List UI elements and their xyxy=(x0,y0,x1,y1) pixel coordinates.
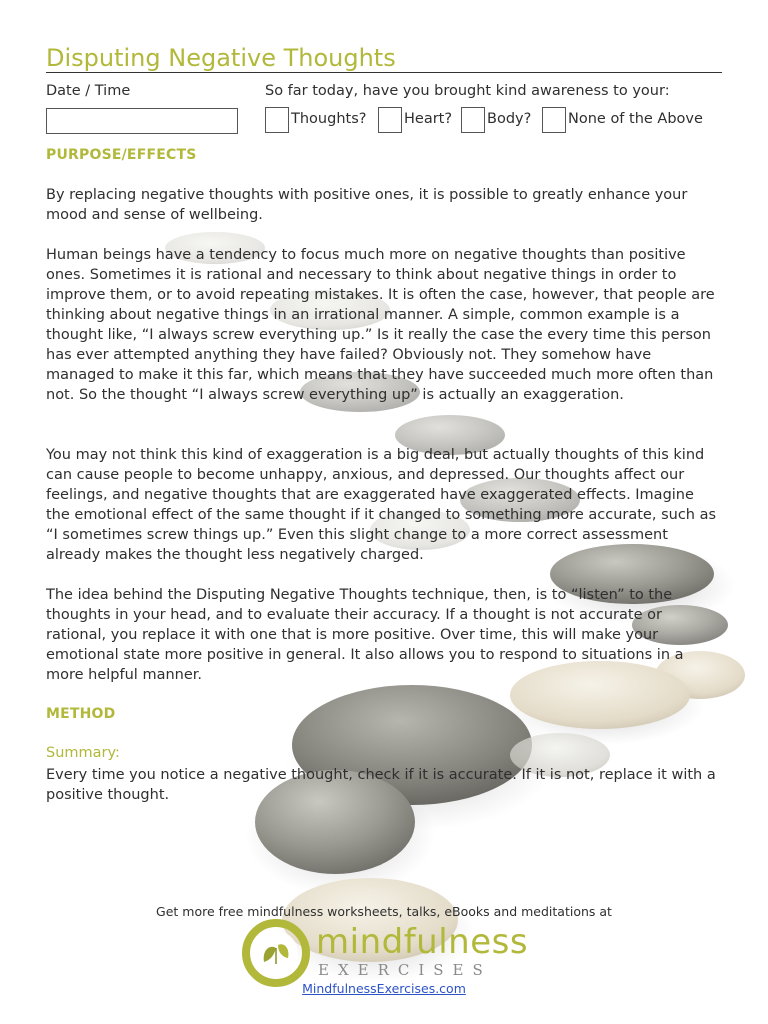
none-checkbox[interactable] xyxy=(542,107,566,133)
thoughts-checkbox[interactable] xyxy=(265,107,289,133)
tendency-paragraph: Human beings have a tendency to focus much more on negative thoughts than positive ones. Sometimes it is rational and necessary to think about negative things in order to improve them, or to avoid repeating mistakes. It is often the case, however, that people are thinking about negative things in an irrational manner. A simple, common example is a thought like, “I always screw everything up.” Is it really the case the every time this person has ever attempted anything they have failed? Obviously not. They somehow have managed to make it this far, which means that they have succeeded much more often than not. So the thought “I always screw everything up” is actually an exaggeration. xyxy=(46,247,715,403)
date-time-label: Date / Time xyxy=(46,83,131,99)
body-label: Body? xyxy=(487,111,532,127)
body-checkbox[interactable] xyxy=(461,107,485,133)
thoughts-label: Thoughts? xyxy=(291,111,367,127)
intro-paragraph: By replacing negative thoughts with positive ones, it is possible to greatly enhance your mood and sense of wellbeing. xyxy=(46,187,688,223)
footer-promo: Get more free mindfulness worksheets, talks, eBooks and meditations at xyxy=(156,904,612,919)
heart-checkbox[interactable] xyxy=(378,107,402,133)
heart-label: Heart? xyxy=(404,111,453,127)
page-title: Disputing Negative Thoughts xyxy=(46,44,396,72)
exaggeration-paragraph: You may not think this kind of exaggeration is a big deal, but actually thoughts of this kind can cause people to become unhappy, anxious, and depressed. Our thoughts affect our feelings, and negative thoughts that are exaggerated have exaggerated effects. Imagine the emotional effect of the same thought if it changed to something more accurate, such as “I sometimes screw things up.” Even this slight change to a more correct assessment already makes the thought less negatively charged. xyxy=(46,447,717,563)
logo-wordmark: mindfulness xyxy=(316,922,529,962)
date-time-field[interactable] xyxy=(46,108,238,134)
leaf-circle-icon xyxy=(238,918,314,988)
method-heading: METHOD xyxy=(46,706,116,722)
technique-paragraph: The idea behind the Disputing Negative Thoughts technique, then, is to “listen” to the thoughts in your head, and to evaluate their accuracy. If a thought is not accurate or rational, you replace it with one that is more positive. Over time, this will make your emotional state more positive in general. It also allows you to respond to situations in a more helpful manner. xyxy=(46,587,684,683)
summary-label: Summary: xyxy=(46,745,120,761)
logo-subtitle: EXERCISES xyxy=(318,961,492,979)
website-link[interactable]: MindfulnessExercises.com xyxy=(302,981,466,996)
title-divider xyxy=(46,72,722,73)
purpose-heading: PURPOSE/EFFECTS xyxy=(46,147,197,163)
awareness-question: So far today, have you brought kind awareness to your: xyxy=(265,83,670,99)
summary-text: Every time you notice a negative thought, check if it is accurate. If it is not, replace it with a positive thought. xyxy=(46,767,716,803)
none-label: None of the Above xyxy=(568,111,703,127)
mindfulness-exercises-logo xyxy=(238,918,538,988)
